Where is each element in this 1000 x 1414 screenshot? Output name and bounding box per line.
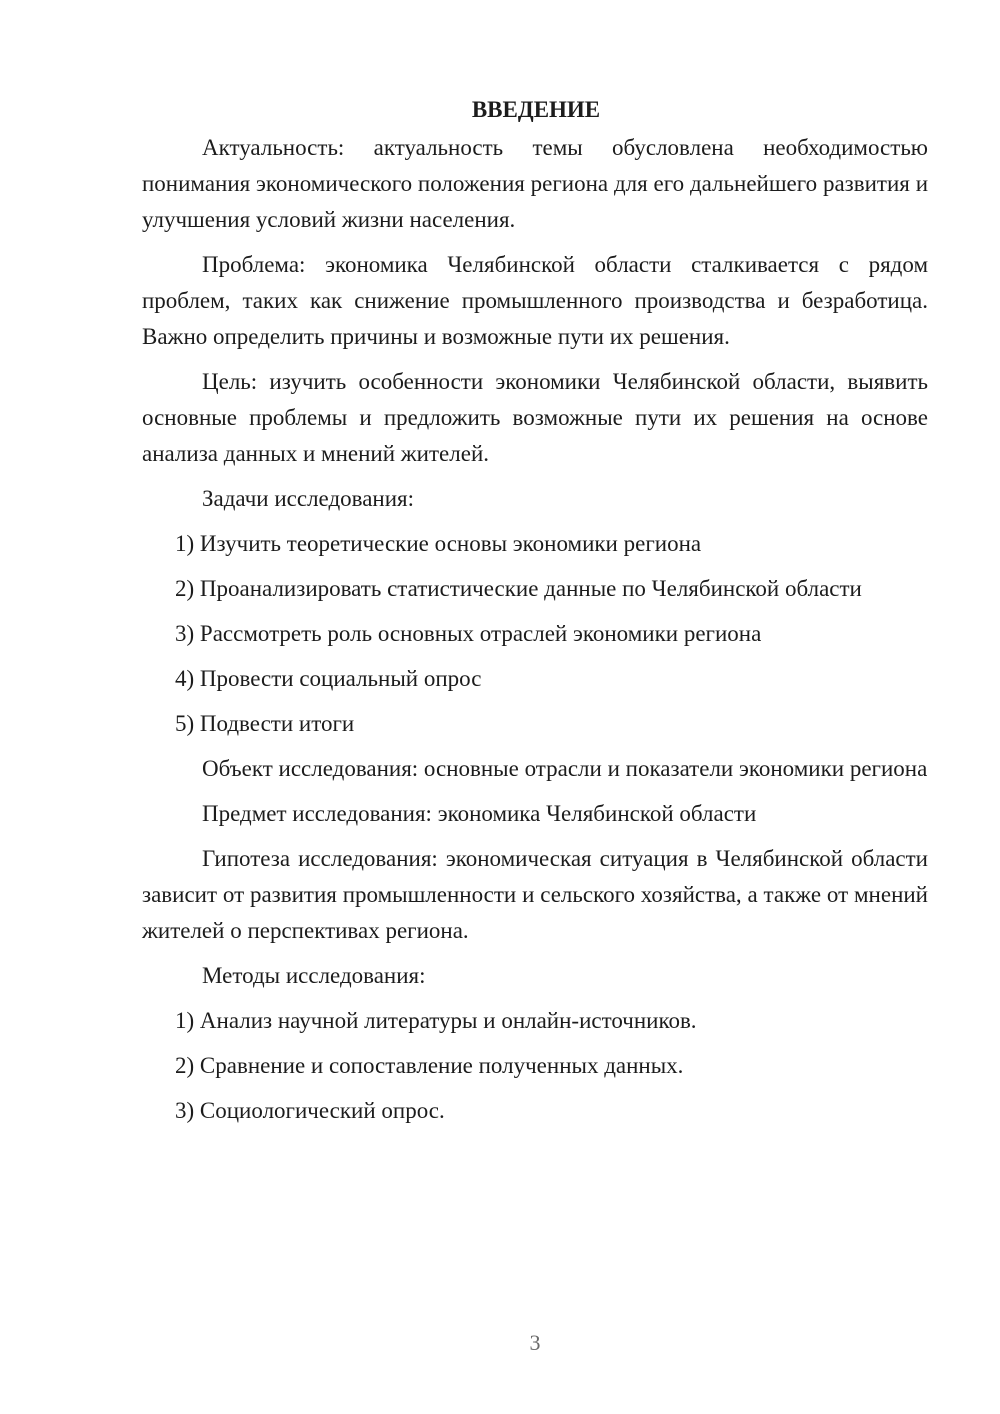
list-item: 4) Провести социальный опрос (175, 666, 482, 691)
relevance-paragraph: Актуальность: актуальность темы обусловлена необходимостью понимания экономического положения региона для его дальнейшего развития и улучшения условий жизни населения. (142, 135, 928, 232)
page-number: 3 (529, 1330, 541, 1355)
list-item: 1) Анализ научной литературы и онлайн-источников. (175, 1008, 697, 1033)
section-title: ВВЕДЕНИЕ (471, 97, 601, 122)
goal-paragraph: Цель: изучить особенности экономики Челябинской области, выявить основные проблемы и предложить возможные пути их решения на основе анализа данных и мнений жителей. (142, 369, 928, 466)
list-item: 1) Изучить теоретические основы экономики региона (175, 531, 702, 556)
subject-paragraph: Предмет исследования: экономика Челябинской области (202, 801, 757, 826)
document-page (142, 92, 928, 1138)
list-item: 2) Сравнение и сопоставление полученных данных. (175, 1053, 684, 1078)
list-item: 3) Рассмотреть роль основных отраслей экономики региона (175, 621, 762, 646)
tasks-list (142, 526, 928, 742)
methods-heading: Методы исследования: (202, 963, 426, 988)
methods-list (142, 1003, 928, 1129)
tasks-heading: Задачи исследования: (202, 486, 415, 511)
problem-paragraph: Проблема: экономика Челябинской области сталкивается с рядом проблем, таких как снижение промышленного производства и безработица. Важно определить причины и возможные пути их решения. (142, 252, 928, 349)
list-item: 2) Проанализировать статистические данные по Челябинской области (175, 576, 862, 601)
hypothesis-paragraph: Гипотеза исследования: экономическая ситуация в Челябинской области зависит от развития промышленности и сельского хозяйства, а также от мнений жителей о перспективах региона. (142, 846, 928, 943)
list-item: 3) Социологический опрос. (175, 1098, 445, 1123)
list-item: 5) Подвести итоги (175, 711, 355, 736)
object-paragraph: Объект исследования: основные отрасли и показатели экономики региона (202, 756, 928, 781)
